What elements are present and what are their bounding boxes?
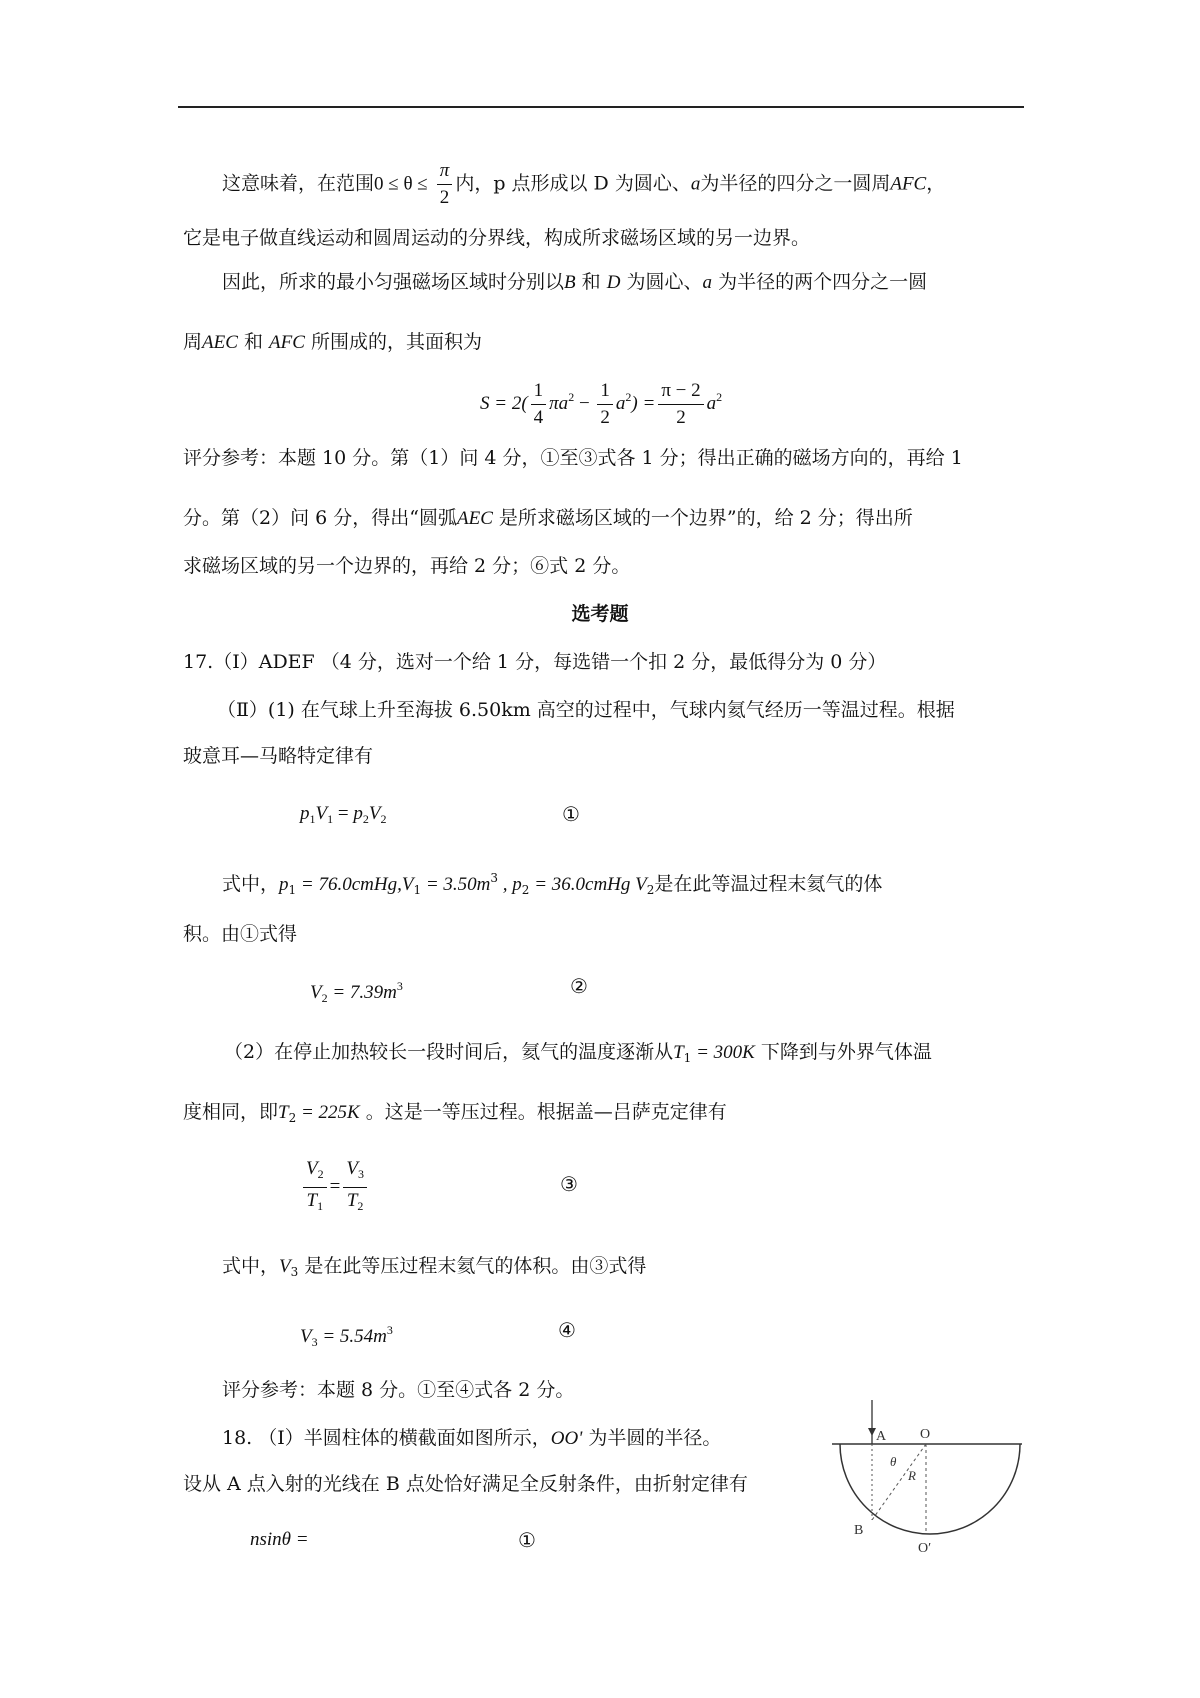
eq-number-1: ① bbox=[562, 802, 580, 826]
radius-OB bbox=[872, 1444, 926, 1520]
q17-line3: 玻意耳—马略特定律有 bbox=[183, 745, 374, 767]
eq-number-2: ② bbox=[570, 974, 588, 998]
label-O: O bbox=[920, 1427, 931, 1442]
label-A: A bbox=[876, 1429, 887, 1444]
scoring16-line1: 评分参考：本题 10 分。第（1）问 4 分，①至③式各 1 分；得出正确的磁场方向的，再给 1 bbox=[183, 447, 963, 469]
ray-arrow-icon bbox=[868, 1428, 876, 1436]
scoring16-line3: 求磁场区域的另一个边界的，再给 2 分；⑥式 2 分。 bbox=[183, 555, 631, 577]
semicircle-arc bbox=[840, 1444, 1020, 1534]
label-O-prime: O′ bbox=[918, 1541, 932, 1556]
q17-eq2: $V_2 = 7.39m^3$ bbox=[310, 979, 403, 1005]
q18-line1: 18. （Ⅰ）半圆柱体的横截面如图所示，OO' 为半圆的半径。 bbox=[222, 1427, 722, 1449]
q17-line7: 度相同，即$T_2 = 225K$ 。这是一等压过程。根据盖—吕萨克定律有 bbox=[183, 1101, 727, 1125]
scoring16-line2: 分。第（2）问 6 分，得出“圆弧AEC 是所求磁场区域的一个边界”的，给 2 分；得出所 bbox=[183, 507, 913, 529]
q17-eq1: $p_1V_1 = p_2V_2$ bbox=[300, 803, 387, 826]
q17-line2: （Ⅱ）(1) 在气球上升至海拔 6.50km 高空的过程中，气球内氦气经历一等温过程。根据 bbox=[217, 699, 955, 721]
q17-line5: 积。由①式得 bbox=[183, 923, 298, 945]
label-theta: θ bbox=[890, 1454, 897, 1469]
q17-score: 评分参考：本题 8 分。①至④式各 2 分。 bbox=[222, 1379, 575, 1401]
q18-line2: 设从 A 点入射的光线在 B 点处恰好满足全反射条件，由折射定律有 bbox=[183, 1473, 748, 1495]
para1-line2: 它是电子做直线运动和圆周运动的分界线，构成所求磁场区域的另一边界。 bbox=[183, 227, 811, 249]
para2-line1: 因此，所求的最小匀强磁场区域时分别以B 和 D 为圆心、a 为半径的两个四分之一圆 bbox=[222, 271, 928, 293]
q17-line6: （2）在停止加热较长一段时间后，氦气的温度逐渐从$T_1 = 300K$ 下降到与外界气体温 bbox=[224, 1041, 932, 1065]
label-B: B bbox=[854, 1523, 864, 1538]
eq-number-3: ③ bbox=[560, 1172, 578, 1196]
pi-over-2: $\frac{\pi}{2}$ bbox=[437, 158, 453, 211]
section-title: 选考题 bbox=[571, 603, 629, 625]
q17-eq4: $V_3 = 5.54m^3$ bbox=[300, 1323, 393, 1349]
label-R: R bbox=[908, 1468, 916, 1483]
header-rule bbox=[178, 106, 1024, 108]
eq-number-4: ④ bbox=[558, 1318, 576, 1342]
q17-eq3: $\frac{V_2}{T_1}$ = $\frac{V_3}{T_2}$ bbox=[300, 1156, 370, 1219]
q18-eq1: nsinθ = bbox=[250, 1529, 309, 1550]
q17-line8: 式中，$V_3$ 是在此等压过程末氦气的体积。由③式得 bbox=[222, 1255, 647, 1279]
eq-number-q18-1: ① bbox=[518, 1528, 536, 1552]
para1-line1: 这意味着，在范围0 ≤ θ ≤ $\frac{\pi}{2}$ 内，p 点形成以 D 为圆心、a为半径的四分之一圆周AFC， bbox=[222, 158, 945, 211]
q17-line1: 17.（Ⅰ）ADEF （4 分，选对一个给 1 分，每选错一个扣 2 分，最低得分为 0 分） bbox=[183, 651, 887, 673]
area-formula: S = 2( $\frac{1}{4}$ $\pi a^2$ − $\frac{1}{2}$ $a^2$) = $\frac{\pi - 2}{2}$ $a^2$ bbox=[480, 380, 723, 429]
para2-line2: 周AEC 和 AFC 所围成的，其面积为 bbox=[183, 331, 482, 353]
semicircle-figure bbox=[832, 1400, 1022, 1600]
q17-line4: 式中，$p_1$ = $76.0cmHg,V_1 = 3.50m^3$ , $p_2$ = 36.0cmHg $V_2$是在此等温过程末氦气的体 bbox=[222, 871, 883, 897]
